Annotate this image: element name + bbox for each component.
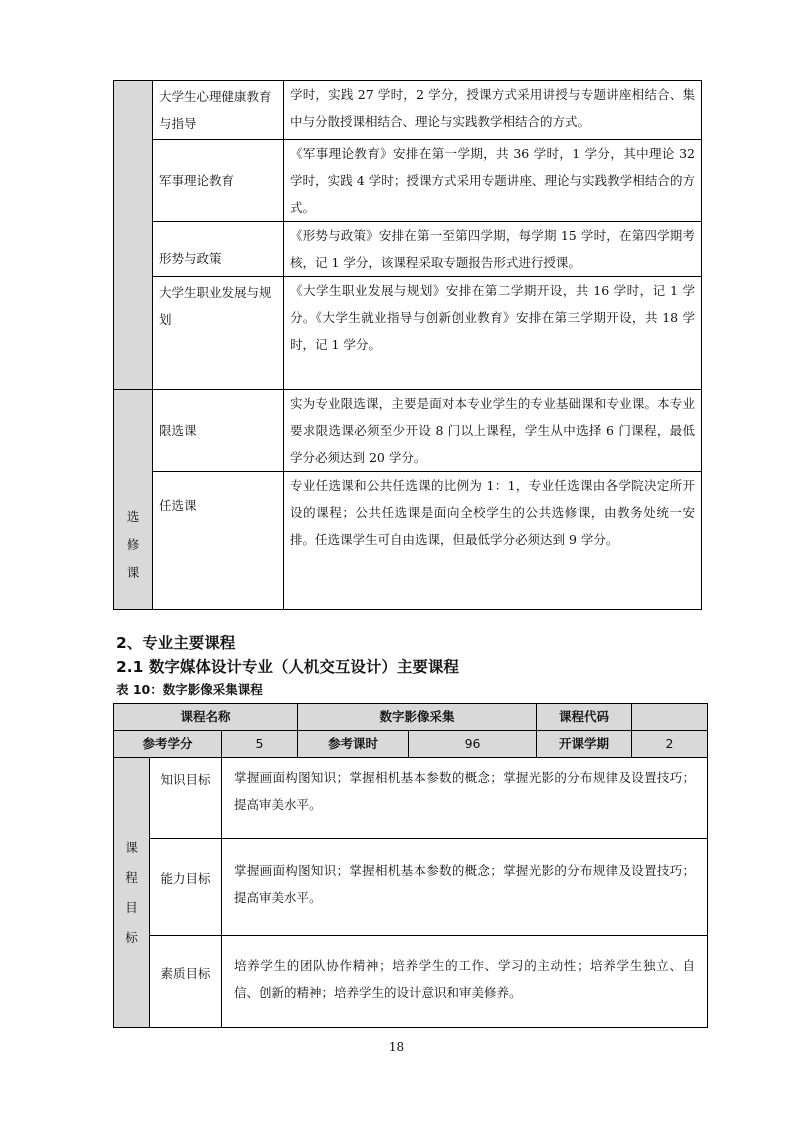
course-name-label: 课程名称 [114,704,298,731]
page-number: 18 [388,1040,405,1054]
course-code-label: 课程代码 [537,704,632,731]
course-name-cell: 形势与政策 [153,222,284,277]
credits-value: 5 [222,731,298,758]
goal-label: 能力目标 [150,839,222,936]
table-row [114,731,708,758]
course-desc-cell: 学时，实践 27 学时，2 学分，授课方式采用讲授与专题讲座相结合、集中与分散授课相结合、理论与实践教学相结合的方式。 [284,81,702,140]
course-name-cell: 限选课 [153,390,284,472]
semester-value: 2 [632,731,708,758]
section-heading: 2、专业主要课程 [116,634,236,652]
category-cell-public [114,81,153,390]
table-row [114,140,702,222]
goal-desc: 掌握画面构图知识；掌握相机基本参数的概念；掌握光影的分布规律及设置技巧；提高审美水平。 [222,839,708,936]
category-char: 标 [125,929,138,945]
table-row [114,277,702,390]
goal-label: 知识目标 [150,758,222,839]
table-row [114,390,702,472]
course-desc-cell: 实为专业限选课，主要是面对本专业学生的专业基础课和专业课。本专业要求限选课必须至少开设 8 门以上课程，学生从中选择 6 门课程，最低学分必须达到 20 学分。 [284,390,702,472]
course-desc-cell: 《形势与政策》安排在第一至第四学期，每学期 15 学时，在第四学期考核，记 1 学分，该课程采取专题报告形式进行授课。 [284,222,702,277]
table-row [114,472,702,610]
course-name-cell: 军事理论教育 [153,140,284,222]
course-name-cell: 任选课 [153,472,284,610]
category-char: 修 [126,536,140,552]
course-name-value: 数字影像采集 [298,704,537,731]
category-char: 课 [125,839,138,855]
category-char: 选 [126,508,140,524]
subsection-heading: 2.1 数字媒体设计专业（人机交互设计）主要课程 [116,658,459,676]
table-row [114,704,708,731]
course-name-cell: 大学生职业发展与规划 [153,277,284,390]
curriculum-table [113,80,702,610]
goal-desc: 掌握画面构图知识；掌握相机基本参数的概念；掌握光影的分布规律及设置技巧；提高审美水平。 [222,758,708,839]
category-char: 目 [125,899,138,915]
credits-label: 参考学分 [114,731,222,758]
hours-label: 参考课时 [298,731,409,758]
course-name-cell: 大学生心理健康教育与指导 [153,81,284,140]
course-desc-cell: 专业任选课和公共任选课的比例为 1：1，专业任选课由各学院决定所开设的课程；公共任选课是面向全校学生的公共选修课，由教务处统一安排。任选课学生可自由选课，但最低学分必须达到 9 学分。 [284,472,702,610]
table-row [114,758,708,839]
category-char: 程 [125,869,138,885]
course-desc-cell: 《军事理论教育》安排在第一学期，共 36 学时，1 学分，其中理论 32 学时，实践 4 学时；授课方式采用专题讲座、理论与实践教学相结合的方式。 [284,140,702,222]
goals-category-cell [114,758,150,1028]
table-caption: 表 10：数字影像采集课程 [116,682,263,697]
table-row [114,81,702,140]
table-row [114,839,708,936]
semester-label: 开课学期 [537,731,632,758]
goal-desc: 培养学生的团队协作精神；培养学生的工作、学习的主动性；培养学生独立、自信、创新的精神；培养学生的设计意识和审美修养。 [222,936,708,1028]
course-info-table [113,703,708,1028]
category-char: 课 [126,564,140,580]
category-cell-elective [114,390,153,610]
table-row [114,936,708,1028]
course-desc-cell: 《大学生职业发展与规划》安排在第二学期开设，共 16 学时，记 1 学分。《大学生就业指导与创新创业教育》安排在第三学期开设，共 18 学时，记 1 学分。 [284,277,702,390]
goal-label: 素质目标 [150,936,222,1028]
table-row [114,222,702,277]
hours-value: 96 [409,731,537,758]
course-code-value [632,704,708,731]
